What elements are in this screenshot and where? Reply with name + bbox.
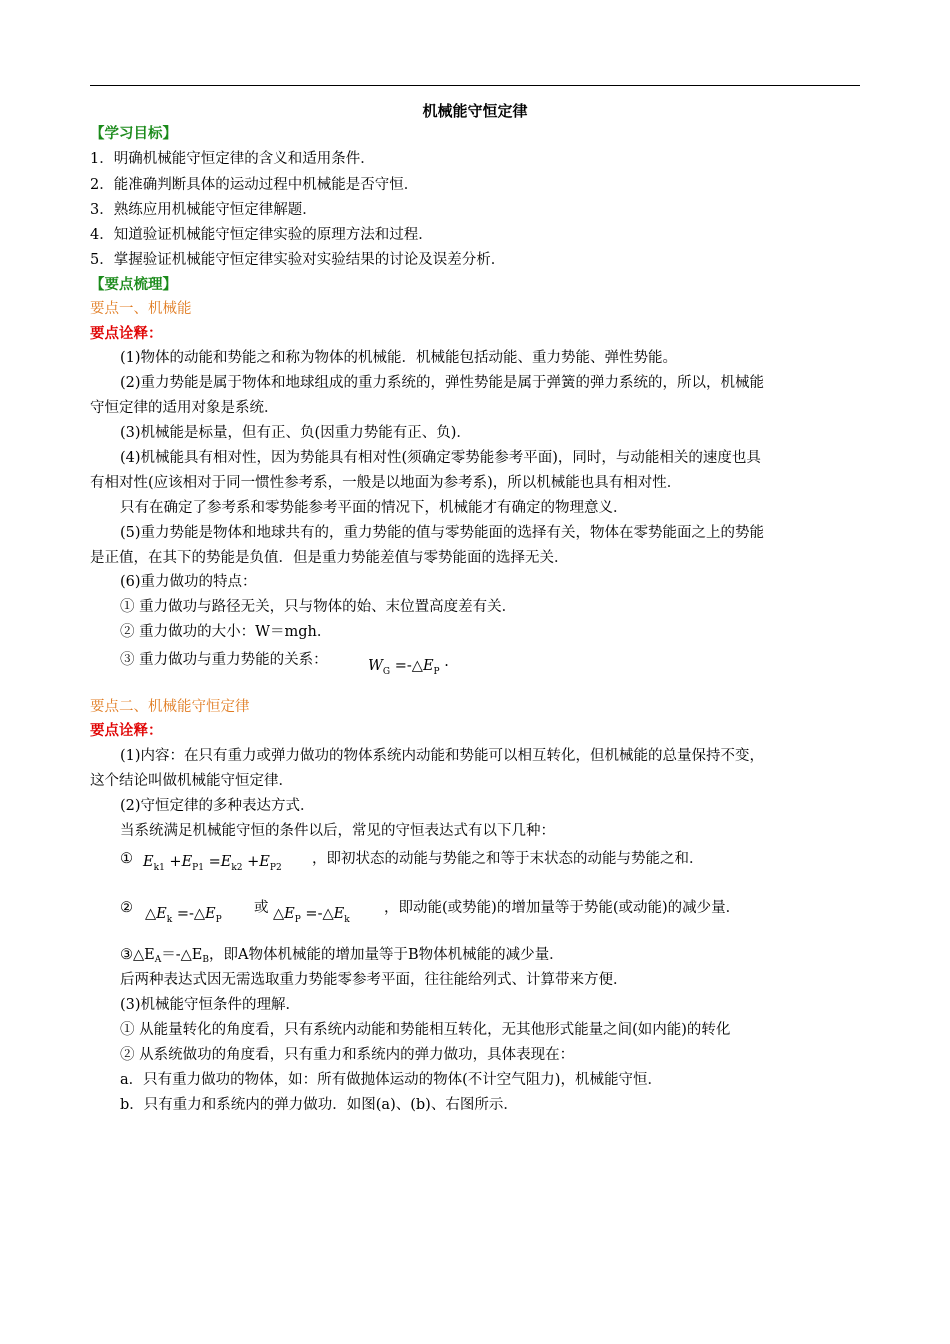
potential-change-equation: $\triangle E_P$ $=-\triangle E_k$	[273, 906, 350, 925]
paragraph: (5)重力势能是物体和地球共有的，重力势能的值与零势能面的选择有关，物体在零势能面之上的势能	[120, 525, 765, 541]
paragraph: (2)守恒定律的多种表达方式．	[120, 798, 315, 814]
kinetic-change-equation: $\triangle E_k$ $=-\triangle E_P$	[145, 906, 222, 925]
paragraph: (4)机械能具有相对性，因为势能具有相对性(须确定零势能参考平面)，同时，与动能相关的速度也具	[120, 450, 761, 466]
paragraph: ① 重力做功与路径无关，只与物体的始、末位置高度差有关．	[120, 599, 517, 615]
paragraph: ，即动能(或势能)的增加量等于势能(或动能)的减少量．	[384, 900, 741, 916]
paragraph: ① 从能量转化的角度看，只有系统内动能和势能相互转化，无其他形式能量之间(如内能)的转化	[120, 1022, 731, 1038]
goal-item: 5．掌握验证机械能守恒定律实验对实验结果的讨论及误差分析．	[90, 252, 506, 268]
energy-sum-equation: $E_{k1} +E_{P1} =E_{k2} +E_{P2}$	[143, 854, 282, 873]
paragraph: 后两种表达式因无需选取重力势能零参考平面，往往能给列式、计算带来方便．	[120, 972, 628, 988]
section-points: 【要点梳理】	[90, 277, 177, 293]
paragraph: (2)重力势能是属于物体和地球组成的重力系统的，弹性势能是属于弹簧的弹力系统的，所以，机械能	[120, 375, 765, 391]
paragraph: (6)重力做功的特点：	[120, 574, 257, 590]
paragraph: (3)机械能守恒条件的理解．	[120, 997, 301, 1013]
list-marker: ②	[120, 900, 133, 916]
paragraph: (1)物体的动能和势能之和称为物体的机械能．机械能包括动能、重力势能、弹性势能。	[120, 350, 678, 366]
paragraph: 是正值，在其下的势能是负值．但是重力势能差值与零势能面的选择无关．	[90, 550, 569, 566]
paragraph: (1)内容：在只有重力或弹力做功的物体系统内动能和势能可以相互转化，但机械能的总量保持不变，	[120, 748, 765, 764]
paragraph: (3)机械能是标量，但有正、负(因重力势能有正、负)．	[120, 425, 471, 441]
list-marker: ①	[120, 851, 133, 867]
explain-label: 要点诠释：	[90, 723, 163, 739]
paragraph: ② 从系统做功的角度看，只有重力和系统内的弹力做功，具体表现在：	[120, 1047, 575, 1063]
paragraph: 有相对性(应该相对于同一惯性参考系，一般是以地面为参考系)，所以机械能也具有相对性．	[90, 475, 682, 491]
paragraph: ② 重力做功的大小：W＝mgh．	[120, 624, 332, 640]
section-goals: 【学习目标】	[90, 126, 177, 142]
paragraph: 这个结论叫做机械能守恒定律．	[90, 773, 293, 789]
goal-item: 1．明确机械能守恒定律的含义和适用条件．	[90, 151, 375, 167]
paragraph: ③ 重力做功与重力势能的关系：	[120, 652, 328, 668]
point-one-heading: 要点一、机械能	[90, 301, 192, 317]
paragraph: 守恒定律的适用对象是系统．	[90, 400, 279, 416]
goal-item: 4．知道验证机械能守恒定律实验的原理方法和过程．	[90, 227, 433, 243]
paragraph: $③\triangle E_A=-\triangle E_B$，即A物体机械能的增加量等于B物体机械能的减少量．	[120, 947, 564, 965]
paragraph: ，即初状态的动能与势能之和等于末状态的动能与势能之和．	[312, 851, 704, 867]
gravity-work-equation: $W_G$ $=-\triangle E_P$ ·	[368, 658, 449, 677]
paragraph: b．只有重力和系统内的弹力做功．如图(a)、(b)、右图所示．	[120, 1097, 518, 1113]
header-rule	[90, 85, 860, 86]
paragraph: 只有在确定了参考系和零势能参考平面的情况下，机械能才有确定的物理意义．	[120, 500, 628, 516]
explain-label: 要点诠释：	[90, 326, 163, 342]
page-title: 机械能守恒定律	[422, 102, 528, 120]
goal-item: 2．能准确判断具体的运动过程中机械能是否守恒．	[90, 177, 419, 193]
point-two-heading: 要点二、机械能守恒定律	[90, 699, 250, 715]
paragraph: 当系统满足机械能守恒的条件以后，常见的守恒表达式有以下几种：	[120, 823, 555, 839]
paragraph: 或	[254, 900, 269, 916]
paragraph: a．只有重力做功的物体，如：所有做抛体运动的物体(不计空气阻力)，机械能守恒．	[120, 1072, 662, 1088]
goal-item: 3．熟练应用机械能守恒定律解题．	[90, 202, 317, 218]
